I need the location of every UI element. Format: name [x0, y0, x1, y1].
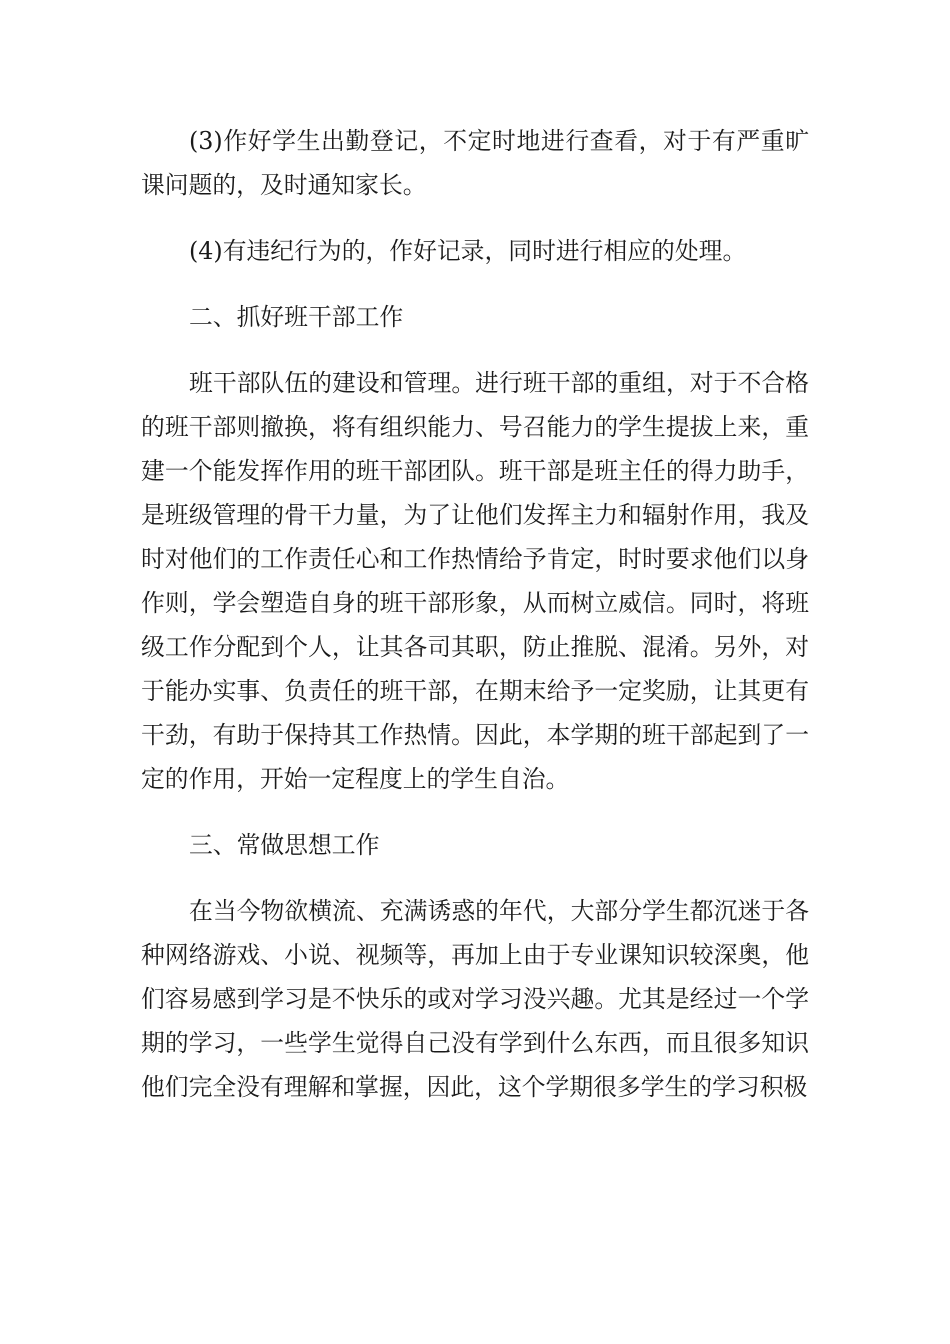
paragraph-item-3: (3)作好学生出勤登记，不定时地进行查看，对于有严重旷课问题的，及时通知家长。 — [141, 127, 809, 199]
section-heading-3: 三、常做思想工作 — [189, 831, 380, 859]
paragraph-class-cadre: 班干部队伍的建设和管理。进行班干部的重组，对于不合格的班干部则撤换，将有组织能力、号召能力的学生提拔上来，重建一个能发挥作用的班干部团队。班干部是班主任的得力助手，是班级管理的骨干力量，为了让他们发挥主力和辐射作用，我及时对他们的工作责任心和工作热情给予肯定，时时要求他们以身作则，学会塑造自身的班干部形象，从而树立威信。同时，将班级工作分配到个人，让其各司其职，防止推脱、混淆。另外，对于能办实事、负责任的班干部，在期末给予一定奖励，让其更有干劲，有助于保持其工作热情。因此，本学期的班干部起到了一定的作用，开始一定程度上的学生自治。 — [141, 369, 809, 793]
section-heading-2: 二、抓好班干部工作 — [189, 303, 404, 331]
paragraph-item-4: (4)有违纪行为的，作好记录，同时进行相应的处理。 — [189, 237, 747, 265]
document-body — [141, 119, 809, 1109]
paragraph-ideological-work: 在当今物欲横流、充满诱惑的年代，大部分学生都沉迷于各种网络游戏、小说、视频等，再加上由于专业课知识较深奥，他们容易感到学习是不快乐的或对学习没兴趣。尤其是经过一个学期的学习，一些学生觉得自己没有学到什么东西，而且很多知识他们完全没有理解和掌握，因此，这个学期很多学生的学习积极 — [141, 897, 809, 1101]
